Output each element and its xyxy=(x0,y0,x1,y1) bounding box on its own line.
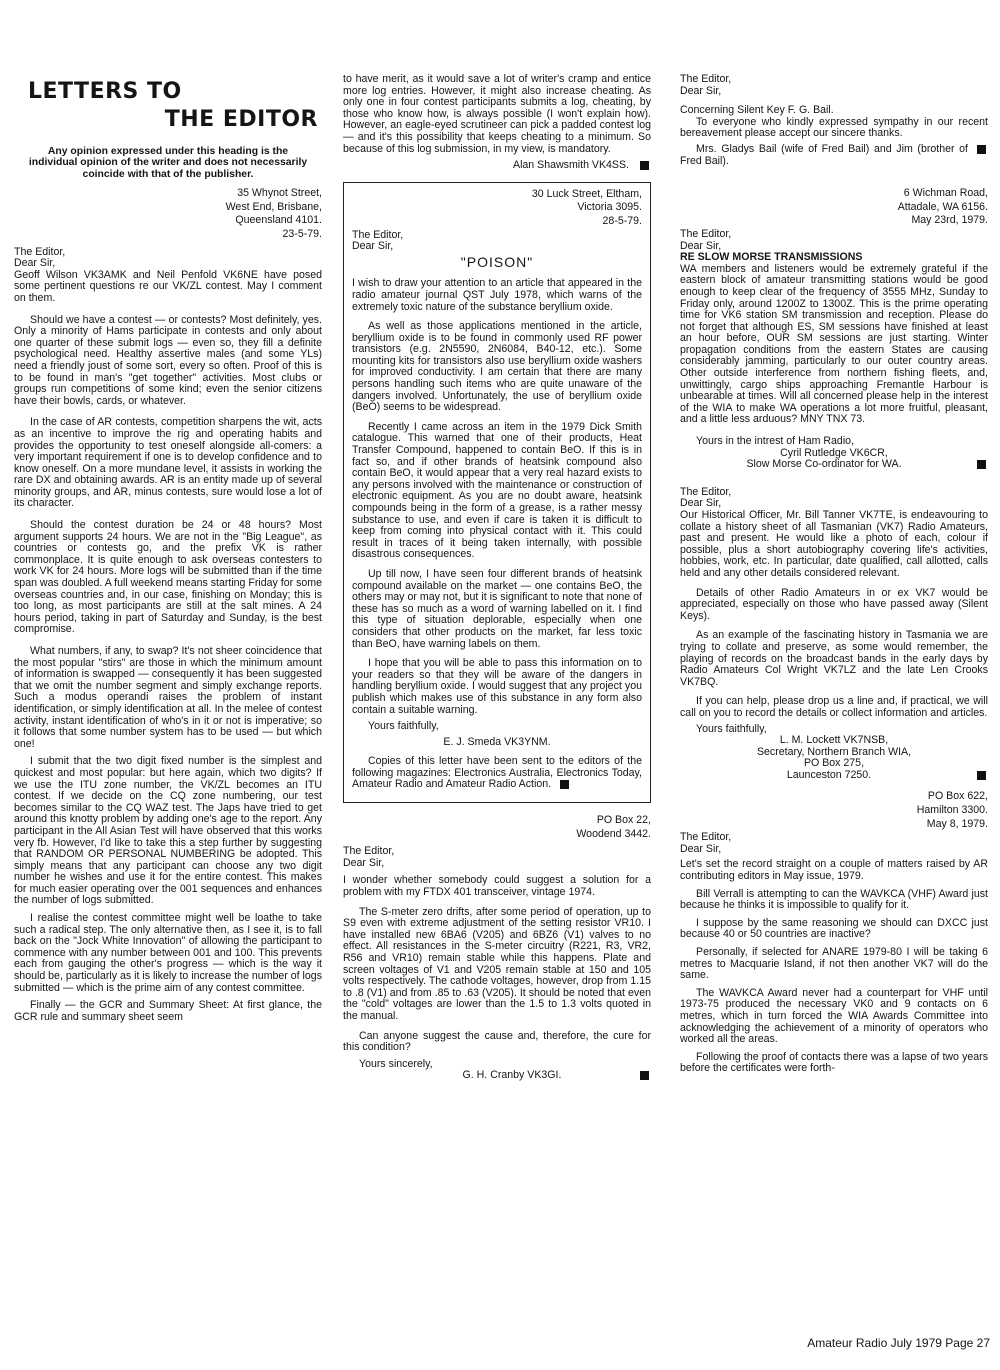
address-line: 6 Wichman Road, xyxy=(903,187,988,200)
paragraph: I hope that you will be able to pass this information on to your readers so that they will be aware of the dangers in handling beryllium oxide. I would suggest that any project you publish which makes use of this substance in any form also contain a suitable warning. xyxy=(352,657,642,716)
letter-date: May 23rd, 1979. xyxy=(911,214,988,227)
letter-rutledge xyxy=(680,188,988,471)
salutation-line: The Editor, xyxy=(14,245,66,258)
letter-smeda-box xyxy=(343,182,651,803)
paragraph xyxy=(680,144,988,167)
heading-line-2: THE EDITOR xyxy=(164,107,318,132)
signature-text: Launceston 7250. xyxy=(786,768,872,781)
paragraph: Details of other Radio Amateurs in or ex VK7 would be appreciated, especially on those who have passed away (Silent Keys). xyxy=(680,586,988,622)
salutation-line: The Editor, xyxy=(343,845,395,858)
signature xyxy=(343,160,651,172)
paragraph: Recently I came across an item in the 1979 Dick Smith catalogue. This warned that one of their products, Heat Transfer Compound, happened to contain BeO. If this is in fact so, and if other brands of heatsink compound also contain BeO, it would appear that a very real hazard exists to any persons involved with the maintenance or construction of electronic equipment. As you are no doubt aware, heatsink compounds being in the form of a grease, is a rather messy substance to use, and even if care is taken it is difficult to keep from coming into physical contact with it. This could result in traces of it being taken internally, with possible disastrous consequences. xyxy=(352,420,642,561)
signature-line xyxy=(680,770,988,782)
signature: E. J. Smeda VK3YNM. xyxy=(443,735,551,748)
paragraph: Our Historical Officer, Mr. Bill Tanner VK7TE, is endeavouring to collate a history sheet of all Tasmanian (VK7) Radio Amateurs, past and present. He would like a photo of each, colour if possible, plus a short autobiography covering life's activities, hobbies, work, etc. In particular, date qualified, call allotted, calls held and any other details considered relevant. xyxy=(680,509,988,579)
salutation-line: Dear Sir, xyxy=(680,84,722,97)
paragraph: The WAVKCA Award never had a counterpart for VHF until 1973-75 produced the necessary VK0 and 9 contacts on 6 metres, which in turn forced the WIA Awards Committee into acknowledging the achievement of a minority of operators who worked all the areas. xyxy=(680,986,988,1046)
address-line: Hamilton 3300. xyxy=(916,804,988,817)
end-mark-icon xyxy=(640,161,649,170)
address-line: Woodend 3442. xyxy=(576,827,651,840)
paragraph: To everyone who kindly expressed sympathy in our recent bereavement please accept our sincere thanks. xyxy=(680,115,988,140)
salutation-line: The Editor, xyxy=(680,73,732,85)
letter-subject: Concerning Silent Key F. G. Bail. xyxy=(680,104,834,117)
address-line: PO Box 622, xyxy=(927,790,988,803)
signature-title xyxy=(680,459,988,471)
paragraph: Should the contest duration be 24 or 48 hours? Most argument supports 24 hours. We are not in the "Big League", as countries or contests go, and the prefix VK is rather commonplace. It is quite enough to ask overseas contesters to work VK for 24 hours. More logs will be submitted than if the time span was doubled. A full weekend means starting Friday for some overseas countries and, in our case, finishing on Monday; this is too long, as most participants are still at the salt mines. A 24 hours period, taking in part of Saturday and Sunday, is the best compromise. xyxy=(14,519,322,636)
salutation-line: Dear Sir, xyxy=(14,257,56,270)
letter-lockett xyxy=(680,487,988,782)
paragraph: I wonder whether somebody could suggest a solution for a problem with my FTDX 401 transceiver, vintage 1974. xyxy=(343,874,651,899)
paragraph: Up till now, I have seen four different brands of heatsink compound available on the market — one contains BeO, the others may or may not, but it is significant to note that none of these has so much as a word of warning labelled on it. I find this type of situation deplorable, especially when one considers that other products on the market, far less toxic than BeO, have warning labels on them. xyxy=(352,567,642,650)
paragraph: I submit that the two digit fixed number is the simplest and quickest and most popular: but here again, which two digits? If we use the ITU zone number, the VK/ZL becomes an ITU contest. If we decide on the CQ zone numbering, our test becomes similar to the CQ WAZ test. The Japs have tried to get around this knotty problem by adding one's age to the report. Any participant in the All Asian Test will have observed that this works very fb. However, I'd like to take this a step further by suggesting that RANDOM OR PERSONAL NUMBERING be adopted. This simply means that any participant can choose any two digit number he wishes and use it for the entire contest. This makes for much easier operating over the 001 sequences and enhances the number of logs submitted. xyxy=(14,755,322,907)
end-mark-icon xyxy=(640,1071,649,1080)
address-line: Attadale, WA 6156. xyxy=(897,200,988,213)
letter-date: 23-5-79. xyxy=(282,228,322,240)
salutation-line: Dear Sir, xyxy=(680,239,722,252)
signature-text: Slow Morse Co-ordinator for WA. xyxy=(746,458,902,471)
salutation-line: The Editor, xyxy=(680,227,732,240)
sender-names: Mrs. Gladys Bail (wife of Fred Bail) and Jim (brother of Fred Bail). xyxy=(680,142,968,167)
address-line: 35 Whynot Street, xyxy=(237,187,322,200)
signature-text: G. H. Cranby VK3GI. xyxy=(462,1069,562,1082)
letter-date: May 8, 1979. xyxy=(926,817,988,830)
column-2 xyxy=(343,74,651,1082)
letter-subject: RE SLOW MORSE TRANSMISSIONS xyxy=(680,251,863,264)
end-mark-icon xyxy=(560,780,569,789)
closing: Yours faithfully, xyxy=(696,722,767,735)
note-text: Copies of this letter have been sent to the editors of the following magazines: Electronics Australia, Electronics Today, Amateur Radio and Amateur Radio Action. xyxy=(352,755,642,791)
signature: L. M. Lockett VK7NSB, xyxy=(779,734,889,747)
paragraph: I suppose by the same reasoning we should can DXCC just because 40 or 50 countries are inactive? xyxy=(680,916,988,941)
paragraph: Bill Verrall is attempting to can the WAVKCA (VHF) Award just because he thinks it is impossible to qualify for it. xyxy=(680,887,988,912)
letter-bail xyxy=(680,74,988,167)
signature: Cyril Rutledge VK6CR, xyxy=(780,446,888,459)
paragraph: What numbers, if any, to swap? It's not sheer coincidence that the most popular "stirs" are those in which the minimum amount of information is swapped — consequently it has been suggested that we omit the number segment and simply exchange reports. Such a modus operandi raises the problem of instant identification, or simply identification at all. In the melee of contest activity, instant identification of who's in it or not is imperative; so it follows that some number system has to be used — but which one! xyxy=(14,645,322,750)
end-mark-icon xyxy=(977,771,986,780)
paragraph: The S-meter zero drifts, after some period of operation, up to S9 even with extreme adjustment of the setting resistor VR10. I have installed new 6BA6 (V205) and 6BZ6 (V1) valves to no effect. All resistances in the S-meter circuitry (R221, R3, VR2, R56 and VR10) remain stable while this happens. Plate and screen voltages of V1 and V205 remain stable at 150 and 105 volts respectively. The cathode voltages, however, drop from 1.15 to .8 (V1) and from .85 to .63 (V205). It should be noted that even the "cold" voltages are lower than the 1.5 to 1.3 volts quoted in the manual. xyxy=(343,905,651,1022)
end-mark-icon xyxy=(977,460,986,469)
paragraph: Should we have a contest — or contests? Most definitely, yes. Only a minority of Hams participate in contests and only about one quarter of these submit logs — even so, they fill a definite psychological need. Healthy assertive males (and some YLs) need a friendly joust of some sort, every so often. Proof of this is to be found in man's "get together" activities. Most clubs or groups run competitions of some kind; even the senior citizens have their bowls, cards, or whatever. xyxy=(14,313,322,407)
closing: Yours in the intrest of Ham Radio, xyxy=(696,435,855,448)
address-line: West End, Brisbane, xyxy=(225,200,322,213)
paragraph xyxy=(352,756,642,791)
paragraph: WA members and listeners would be extremely grateful if the eastern block of amateur transmitting stations would be good enough to keep clear of the frequency of 3555 MHz, Sunday to Friday only, around 1200Z to 1300Z. This is the prime operating time for VK6 station SM transmission and reception. Please do not forget that although ES, SM sessions have finished at least an hour before, OUR SM sessions are just starting. Winter propagation conditions from the eastern States are causing considerably jamming, particularly to our outer country areas. Other outside interference from northern fishing fleets, and, unwittingly, cargo ships approaching Fremantle Harbour is unbearable at times. Will all concerned please help in the interest of the WIA to make WA operations a lot more fruitful, pleasant, and a little less arduous? MNY TNX 73. xyxy=(680,262,988,426)
address-line: 30 Luck Street, Eltham, xyxy=(531,187,642,200)
paragraph: Geoff Wilson VK3AMK and Neil Penfold VK6NE have posed some pertinent questions re our VK/ZL contest. May I comment on them. xyxy=(14,268,322,304)
salutation-line: Dear Sir, xyxy=(680,842,722,855)
address-line: Queensland 4101. xyxy=(235,214,322,227)
salutation-line: The Editor, xyxy=(352,228,404,241)
heading-line-1: LETTERS TO xyxy=(28,79,182,104)
salutation-line: The Editor, xyxy=(680,831,732,844)
column-3 xyxy=(680,74,988,1080)
paragraph: Finally — the GCR and Summary Sheet: At first glance, the GCR rule and summary sheet seem xyxy=(14,999,322,1023)
address-line: Victoria 3095. xyxy=(577,201,642,214)
paragraph: If you can help, please drop us a line and, if practical, we will call on you to record the details or collect information and articles. xyxy=(680,695,988,719)
closing: Yours faithfully, xyxy=(368,720,439,733)
address-line: PO Box 22, xyxy=(596,814,651,827)
paragraph: Let's set the record straight on a couple of matters raised by AR contributing editors in May issue, 1979. xyxy=(680,858,988,883)
paragraph: I realise the contest committee might well be loathe to take such a radical step. The only alternative then, as I see it, is to fall back on the "Jock White Innovation" of allowing the participant to commence with any number between 001 and 100. This prevents each from gauging the other's progress — which is the way it should be, particularly as it is likely to increase the number of logs submitted — which is the prime aim of any contest committee. xyxy=(14,912,322,994)
paragraph: I wish to draw your attention to an article that appeared in the radio amateur journal QST July 1978, which warns of the extremely toxic nature of the substance beryllium oxide. xyxy=(352,277,642,313)
salutation-line: Dear Sir, xyxy=(680,497,722,510)
paragraph: Personally, if selected for ANARE 1979-80 I will be taking 6 metres to Macquarie Island, if not then another VK7 will do the same. xyxy=(680,946,988,982)
letter-wilson xyxy=(14,188,322,1023)
paragraph: Following the proof of contacts there was a lapse of two years before the certificates were forth- xyxy=(680,1050,988,1075)
paragraph-continued: to have merit, as it would save a lot of writer's cramp and entice more log entries. However, it might also increase cheating. As only one in four contest participants submits a log, cheating, by those who know how, is always possible (I won't explain how). However, an eagle-eyed scrutineer can pick a padded contest log — and it's this possibility that keeps cheating to a minimum. So because of this log submission, in my view, is mandatory. xyxy=(343,73,651,155)
salutation-line: Dear Sir, xyxy=(352,240,394,253)
paragraph: In the case of AR contests, competition sharpens the wit, acts as an incentive to improve the rig and operating habits and provides the opportunity to test oneself alongside all-comers: a very important requirement if one is to develop confidence and to know oneself. On a more mundane level, it assists in working the rare DX and obtaining awards. AR is an entity made up of several minority groups, and AR, minus contests, sure would lose a lot of its character. xyxy=(14,416,322,510)
salutation-line: The Editor, xyxy=(680,485,732,498)
letter-hamilton xyxy=(680,791,988,1074)
signature xyxy=(343,1070,651,1082)
closing: Yours sincerely, xyxy=(359,1057,433,1070)
paragraph: Can anyone suggest the cause and, therefore, the cure for this condition? xyxy=(343,1029,651,1054)
letter-date: 28-5-79. xyxy=(602,214,642,227)
salutation-line: Dear Sir, xyxy=(343,856,385,869)
signature-line: Secretary, Northern Branch WIA, xyxy=(756,745,912,758)
paragraph: As an example of the fascinating history in Tasmania we are trying to collate and preserve, as some would remember, the playing of records on the broadcast bands in the early days by Radio Amateurs Col Wright VK7LZ and the late Len Crooks VK7BQ. xyxy=(680,629,988,688)
letter-cranby xyxy=(343,815,651,1082)
page-footer: Amateur Radio July 1979 Page 27 xyxy=(807,1336,990,1350)
column-1 xyxy=(14,74,322,1028)
paragraph: As well as those applications mentioned in the article, beryllium oxide is to be found in commonly used RF power transistors (e.g. 2N5590, 2N6084, B40-12, etc.). Some mounting kits for transistors also use beryllium oxide washers for improved conductivity. I am certain that there are many persons handling such items who are quite unaware of the dangers involved. Unfortunately, the use of beryllium oxide (BeO) seems to be widespread. xyxy=(352,320,642,414)
signature-text: Alan Shawsmith VK4SS. xyxy=(513,159,629,172)
page-heading xyxy=(14,78,322,134)
signature-line: PO Box 275, xyxy=(803,757,865,770)
disclaimer: Any opinion expressed under this heading is the individual opinion of the writer and does not necessarily coincide with that of the publisher. xyxy=(28,146,308,180)
letter-title: "POISON" xyxy=(460,253,534,270)
end-mark-icon xyxy=(977,145,986,154)
